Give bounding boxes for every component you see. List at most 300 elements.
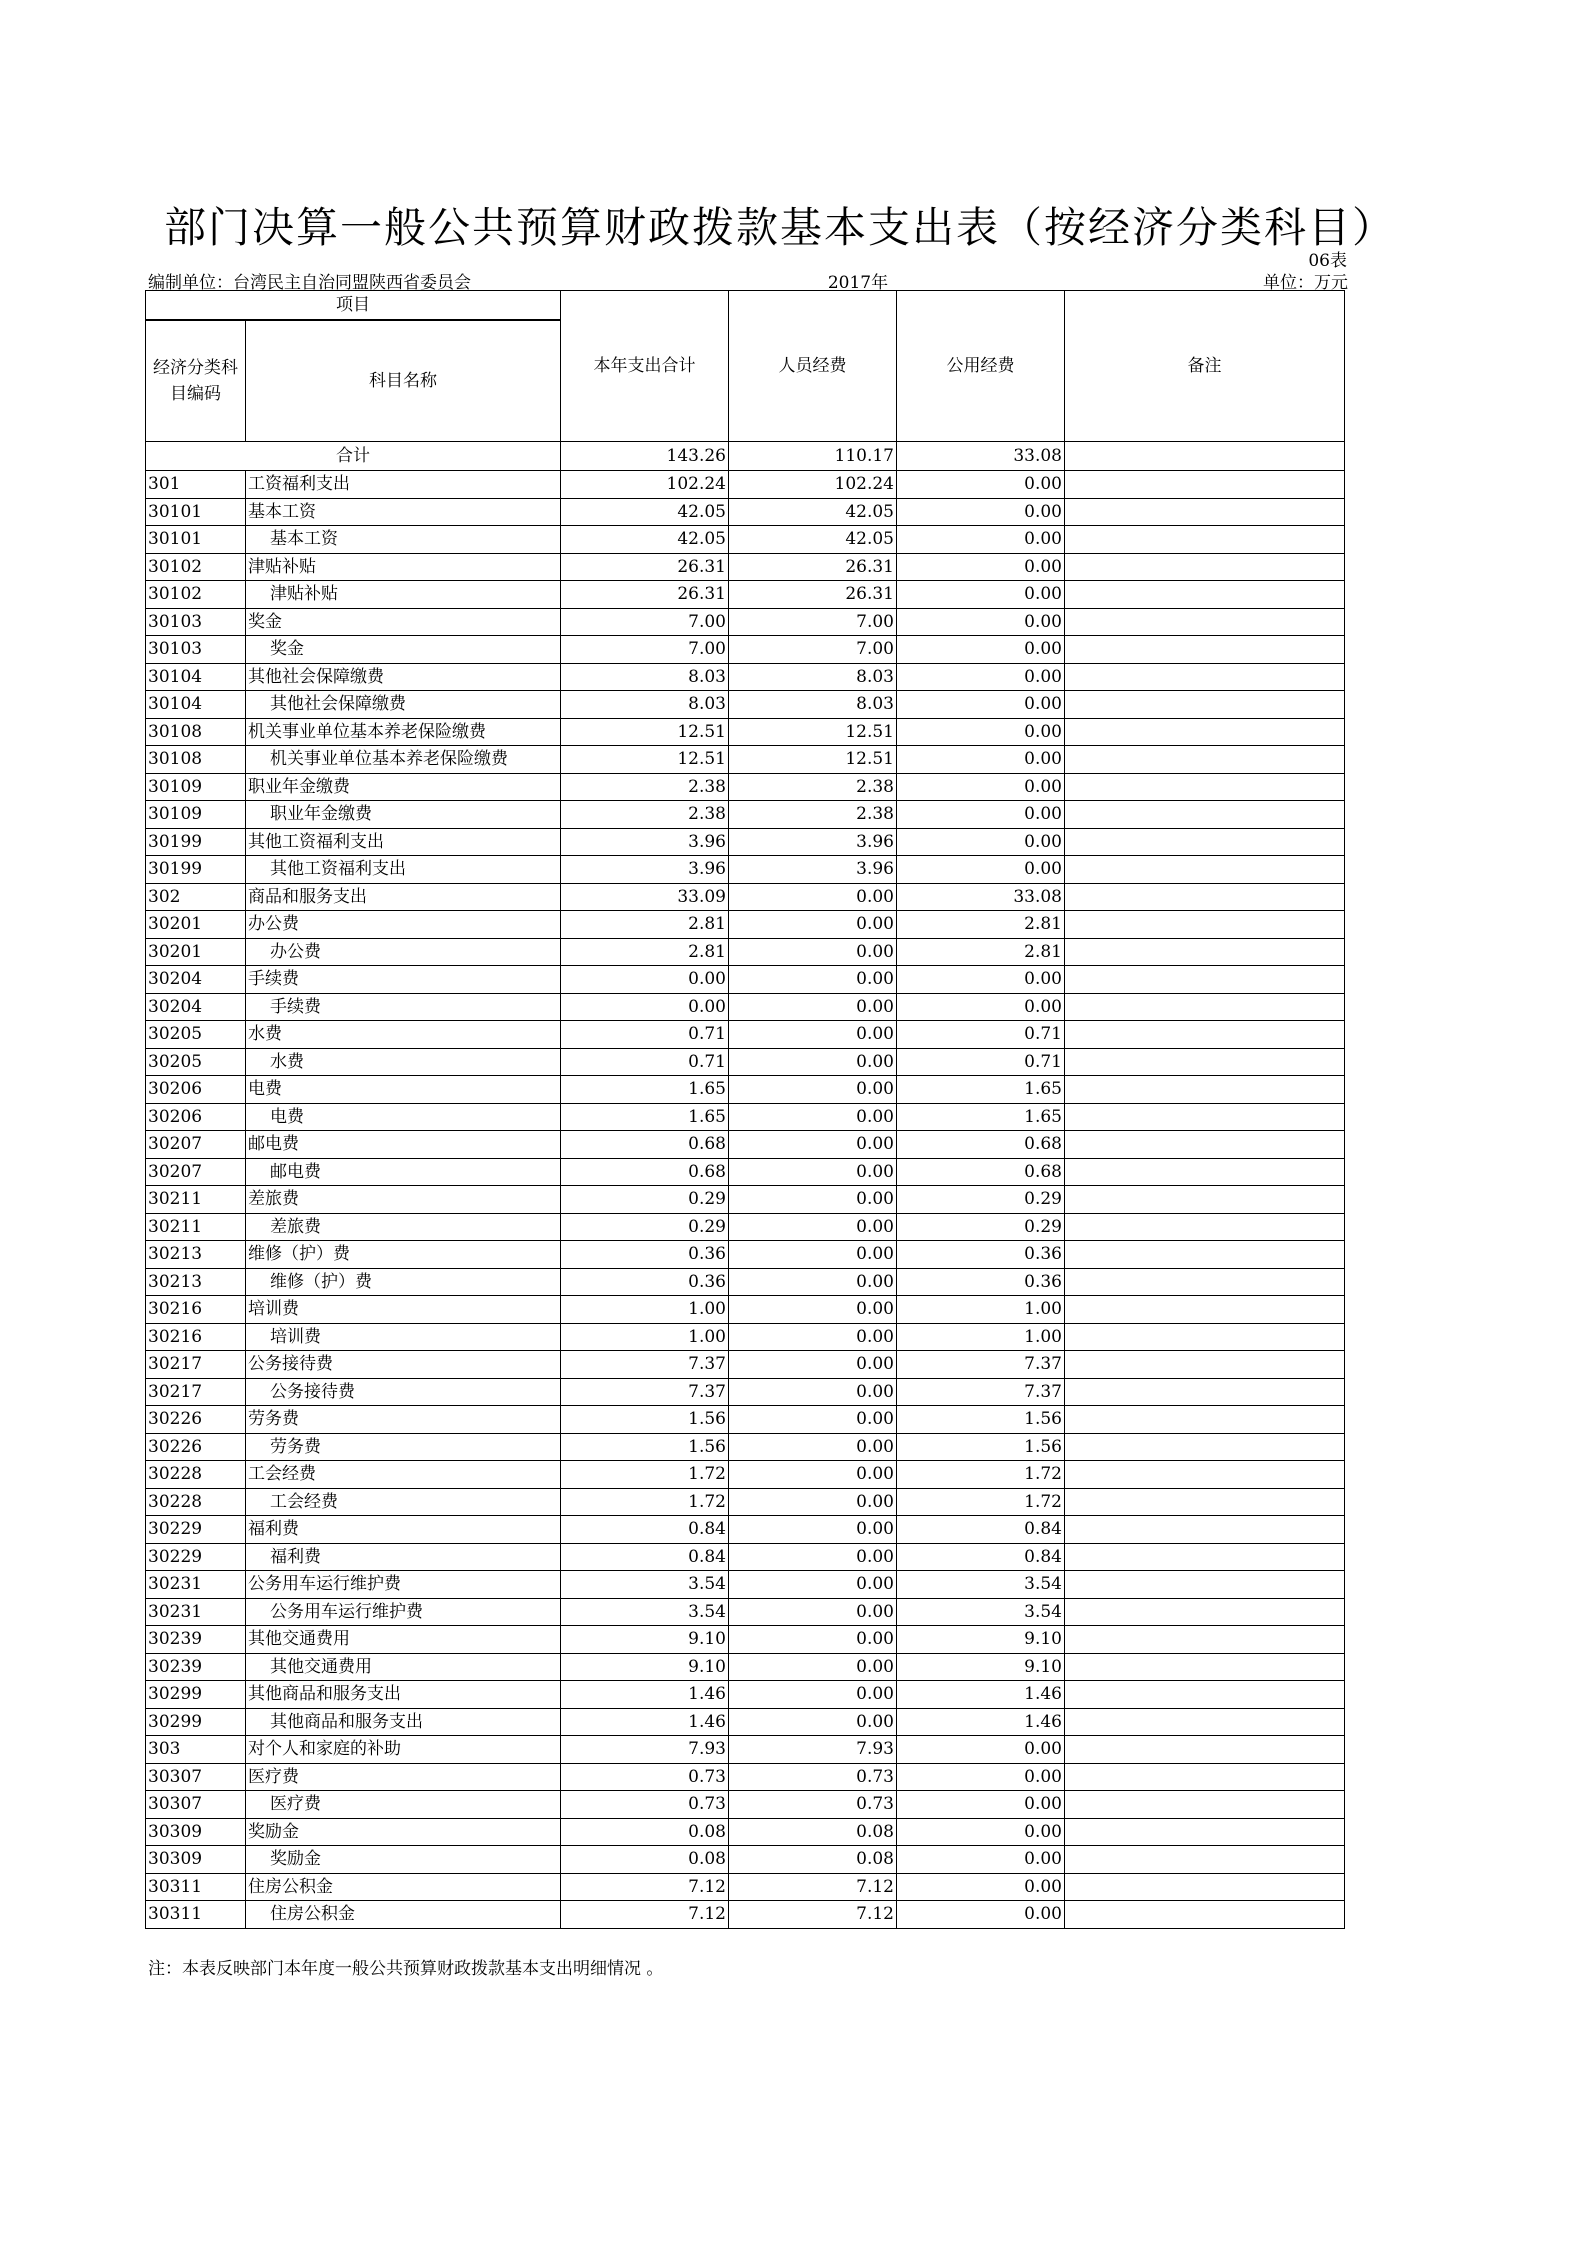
row-remark — [1065, 1296, 1345, 1324]
row-remark — [1065, 718, 1345, 746]
row-public: 0.36 — [897, 1241, 1065, 1269]
row-personnel: 2.38 — [729, 801, 897, 829]
table-number: 06表 — [1308, 251, 1347, 271]
table-row — [146, 1351, 1345, 1379]
row-code: 301 — [146, 471, 246, 499]
row-code: 30108 — [146, 718, 246, 746]
row-remark — [1065, 1378, 1345, 1406]
table-row — [146, 1131, 1345, 1159]
row-total: 0.00 — [561, 993, 729, 1021]
row-remark — [1065, 1598, 1345, 1626]
table-row — [146, 1571, 1345, 1599]
row-name: 其他工资福利支出 — [246, 828, 561, 856]
row-total: 9.10 — [561, 1653, 729, 1681]
row-public: 1.65 — [897, 1076, 1065, 1104]
row-personnel: 0.00 — [729, 1241, 897, 1269]
row-name: 津贴补贴 — [246, 553, 561, 581]
row-public: 0.00 — [897, 1873, 1065, 1901]
row-public: 0.00 — [897, 526, 1065, 554]
table-row — [146, 636, 1345, 664]
table-row — [146, 938, 1345, 966]
row-personnel: 42.05 — [729, 498, 897, 526]
row-code: 30239 — [146, 1626, 246, 1654]
row-code: 30228 — [146, 1461, 246, 1489]
row-personnel: 0.00 — [729, 1351, 897, 1379]
table-row — [146, 1021, 1345, 1049]
row-name: 维修（护）费 — [246, 1268, 561, 1296]
row-public: 0.71 — [897, 1021, 1065, 1049]
row-remark — [1065, 1516, 1345, 1544]
row-public: 0.00 — [897, 773, 1065, 801]
row-public: 1.65 — [897, 1103, 1065, 1131]
row-remark — [1065, 1653, 1345, 1681]
row-total: 8.03 — [561, 663, 729, 691]
row-code: 30311 — [146, 1901, 246, 1929]
row-remark — [1065, 1406, 1345, 1434]
row-total: 8.03 — [561, 691, 729, 719]
row-public: 0.68 — [897, 1158, 1065, 1186]
row-total: 1.00 — [561, 1296, 729, 1324]
row-personnel: 0.00 — [729, 993, 897, 1021]
row-code: 30213 — [146, 1268, 246, 1296]
row-remark — [1065, 856, 1345, 884]
row-name: 差旅费 — [246, 1186, 561, 1214]
row-name: 医疗费 — [246, 1763, 561, 1791]
row-public: 7.37 — [897, 1351, 1065, 1379]
row-remark — [1065, 1626, 1345, 1654]
table-row — [146, 1461, 1345, 1489]
row-remark — [1065, 1186, 1345, 1214]
table-row — [146, 1323, 1345, 1351]
row-personnel: 3.96 — [729, 828, 897, 856]
table-row — [146, 1626, 1345, 1654]
header-name: 科目名称 — [246, 320, 561, 442]
row-code: 30205 — [146, 1048, 246, 1076]
row-code: 30311 — [146, 1873, 246, 1901]
row-remark — [1065, 581, 1345, 609]
header-code: 经济分类科目编码 — [146, 320, 246, 442]
row-personnel: 12.51 — [729, 746, 897, 774]
page-title: 部门决算一般公共预算财政拨款基本支出表（按经济分类科目） — [163, 203, 1396, 252]
row-code: 30199 — [146, 856, 246, 884]
row-remark — [1065, 636, 1345, 664]
row-total: 0.73 — [561, 1791, 729, 1819]
row-total: 7.93 — [561, 1736, 729, 1764]
row-total: 42.05 — [561, 526, 729, 554]
table-body — [146, 442, 1345, 1929]
row-name: 公务接待费 — [246, 1351, 561, 1379]
row-public: 0.00 — [897, 608, 1065, 636]
row-name: 住房公积金 — [246, 1873, 561, 1901]
row-remark — [1065, 1873, 1345, 1901]
table-row — [146, 856, 1345, 884]
row-personnel: 7.12 — [729, 1873, 897, 1901]
row-public: 0.71 — [897, 1048, 1065, 1076]
row-public: 1.72 — [897, 1461, 1065, 1489]
row-total: 0.36 — [561, 1268, 729, 1296]
row-code: 30206 — [146, 1076, 246, 1104]
row-remark — [1065, 1708, 1345, 1736]
header-project: 项目 — [146, 291, 561, 321]
footnote: 注：本表反映部门本年度一般公共预算财政拨款基本支出明细情况 。 — [148, 1959, 664, 1979]
row-name: 公务用车运行维护费 — [246, 1571, 561, 1599]
row-personnel: 0.00 — [729, 1048, 897, 1076]
row-public: 0.84 — [897, 1543, 1065, 1571]
row-code: 30226 — [146, 1433, 246, 1461]
table-row — [146, 1158, 1345, 1186]
row-name: 邮电费 — [246, 1131, 561, 1159]
table-row — [146, 1681, 1345, 1709]
row-personnel: 0.00 — [729, 1268, 897, 1296]
row-personnel: 26.31 — [729, 581, 897, 609]
row-name: 商品和服务支出 — [246, 883, 561, 911]
total-sum: 143.26 — [561, 442, 729, 471]
row-code: 30231 — [146, 1571, 246, 1599]
row-personnel: 7.00 — [729, 608, 897, 636]
row-name: 住房公积金 — [246, 1901, 561, 1929]
row-total: 12.51 — [561, 746, 729, 774]
row-name: 邮电费 — [246, 1158, 561, 1186]
row-name: 其他社会保障缴费 — [246, 691, 561, 719]
row-personnel: 8.03 — [729, 663, 897, 691]
row-total: 7.12 — [561, 1873, 729, 1901]
row-name: 基本工资 — [246, 526, 561, 554]
row-personnel: 2.38 — [729, 773, 897, 801]
row-public: 7.37 — [897, 1378, 1065, 1406]
row-personnel: 102.24 — [729, 471, 897, 499]
row-code: 30102 — [146, 553, 246, 581]
row-code: 30307 — [146, 1763, 246, 1791]
row-code: 30109 — [146, 773, 246, 801]
row-personnel: 0.00 — [729, 1488, 897, 1516]
total-label: 合计 — [146, 442, 561, 471]
row-remark — [1065, 1048, 1345, 1076]
row-code: 30299 — [146, 1708, 246, 1736]
row-code: 30228 — [146, 1488, 246, 1516]
table-row — [146, 1736, 1345, 1764]
row-personnel: 0.00 — [729, 1213, 897, 1241]
row-public: 0.00 — [897, 856, 1065, 884]
table-row — [146, 1488, 1345, 1516]
row-remark — [1065, 1901, 1345, 1929]
row-total: 2.81 — [561, 938, 729, 966]
row-public: 0.00 — [897, 553, 1065, 581]
row-total: 0.71 — [561, 1021, 729, 1049]
row-total: 2.38 — [561, 773, 729, 801]
row-personnel: 26.31 — [729, 553, 897, 581]
row-remark — [1065, 1488, 1345, 1516]
row-personnel: 0.00 — [729, 1103, 897, 1131]
row-total: 3.96 — [561, 828, 729, 856]
row-name: 公务用车运行维护费 — [246, 1598, 561, 1626]
table-row — [146, 1186, 1345, 1214]
table-row — [146, 773, 1345, 801]
row-total: 0.29 — [561, 1186, 729, 1214]
row-total: 0.08 — [561, 1846, 729, 1874]
row-public: 9.10 — [897, 1626, 1065, 1654]
row-public: 0.00 — [897, 993, 1065, 1021]
row-total: 7.37 — [561, 1351, 729, 1379]
row-remark — [1065, 1681, 1345, 1709]
row-public: 0.00 — [897, 801, 1065, 829]
row-personnel: 0.73 — [729, 1763, 897, 1791]
header-total: 本年支出合计 — [561, 291, 729, 442]
row-name: 培训费 — [246, 1323, 561, 1351]
table-row — [146, 1598, 1345, 1626]
total-remark — [1065, 442, 1345, 471]
report-meta — [148, 268, 1348, 293]
row-personnel: 0.00 — [729, 883, 897, 911]
row-name: 奖励金 — [246, 1846, 561, 1874]
row-public: 1.00 — [897, 1296, 1065, 1324]
row-code: 30104 — [146, 691, 246, 719]
row-total: 0.29 — [561, 1213, 729, 1241]
row-personnel: 0.00 — [729, 1021, 897, 1049]
table-row — [146, 801, 1345, 829]
row-code: 30101 — [146, 526, 246, 554]
row-personnel: 0.73 — [729, 1791, 897, 1819]
row-total: 2.38 — [561, 801, 729, 829]
table-row — [146, 581, 1345, 609]
row-code: 30207 — [146, 1158, 246, 1186]
row-remark — [1065, 1763, 1345, 1791]
row-remark — [1065, 1461, 1345, 1489]
row-code: 30211 — [146, 1213, 246, 1241]
row-name: 其他商品和服务支出 — [246, 1708, 561, 1736]
table-row — [146, 1846, 1345, 1874]
row-remark — [1065, 1213, 1345, 1241]
row-remark — [1065, 1076, 1345, 1104]
row-total: 1.56 — [561, 1433, 729, 1461]
total-personnel: 110.17 — [729, 442, 897, 471]
row-personnel: 0.00 — [729, 1186, 897, 1214]
row-total: 0.08 — [561, 1818, 729, 1846]
table-row — [146, 1048, 1345, 1076]
row-code: 302 — [146, 883, 246, 911]
row-name: 机关事业单位基本养老保险缴费 — [246, 746, 561, 774]
row-remark — [1065, 993, 1345, 1021]
row-personnel: 0.00 — [729, 1461, 897, 1489]
row-code: 30226 — [146, 1406, 246, 1434]
row-public: 1.72 — [897, 1488, 1065, 1516]
row-remark — [1065, 1791, 1345, 1819]
row-personnel: 0.00 — [729, 1598, 897, 1626]
row-total: 42.05 — [561, 498, 729, 526]
total-public: 33.08 — [897, 442, 1065, 471]
row-public: 0.00 — [897, 1818, 1065, 1846]
row-remark — [1065, 911, 1345, 939]
row-code: 30201 — [146, 938, 246, 966]
row-public: 0.00 — [897, 828, 1065, 856]
table-row — [146, 691, 1345, 719]
row-remark — [1065, 828, 1345, 856]
table-row — [146, 1296, 1345, 1324]
row-remark — [1065, 1241, 1345, 1269]
row-code: 30211 — [146, 1186, 246, 1214]
row-code: 30103 — [146, 636, 246, 664]
compiling-unit: 编制单位：台湾民主自治同盟陕西省委员会 — [148, 273, 471, 293]
row-personnel: 7.00 — [729, 636, 897, 664]
table-row — [146, 471, 1345, 499]
header-remark: 备注 — [1065, 291, 1345, 442]
row-public: 1.56 — [897, 1433, 1065, 1461]
row-public: 0.00 — [897, 746, 1065, 774]
row-total: 1.72 — [561, 1488, 729, 1516]
row-public: 9.10 — [897, 1653, 1065, 1681]
row-public: 0.00 — [897, 471, 1065, 499]
table-row — [146, 498, 1345, 526]
row-personnel: 0.00 — [729, 1158, 897, 1186]
row-code: 30103 — [146, 608, 246, 636]
row-remark — [1065, 1571, 1345, 1599]
row-name: 公务接待费 — [246, 1378, 561, 1406]
row-public: 0.00 — [897, 718, 1065, 746]
table-row — [146, 718, 1345, 746]
row-name: 机关事业单位基本养老保险缴费 — [246, 718, 561, 746]
row-remark — [1065, 883, 1345, 911]
row-public: 33.08 — [897, 883, 1065, 911]
row-public: 0.00 — [897, 498, 1065, 526]
row-code: 30231 — [146, 1598, 246, 1626]
row-public: 0.00 — [897, 966, 1065, 994]
row-public: 1.46 — [897, 1708, 1065, 1736]
row-code: 30101 — [146, 498, 246, 526]
row-total: 12.51 — [561, 718, 729, 746]
row-remark — [1065, 1323, 1345, 1351]
row-name: 工会经费 — [246, 1488, 561, 1516]
row-code: 30307 — [146, 1791, 246, 1819]
row-personnel: 0.00 — [729, 1708, 897, 1736]
row-public: 1.00 — [897, 1323, 1065, 1351]
table-row — [146, 746, 1345, 774]
row-remark — [1065, 938, 1345, 966]
row-total: 26.31 — [561, 581, 729, 609]
row-name: 其他商品和服务支出 — [246, 1681, 561, 1709]
row-name: 电费 — [246, 1103, 561, 1131]
row-remark — [1065, 553, 1345, 581]
table-row — [146, 1708, 1345, 1736]
row-name: 劳务费 — [246, 1406, 561, 1434]
row-public: 1.56 — [897, 1406, 1065, 1434]
row-total: 26.31 — [561, 553, 729, 581]
row-personnel: 0.08 — [729, 1846, 897, 1874]
row-code: 30204 — [146, 993, 246, 1021]
row-public: 0.84 — [897, 1516, 1065, 1544]
row-personnel: 7.93 — [729, 1736, 897, 1764]
row-remark — [1065, 773, 1345, 801]
row-code: 30109 — [146, 801, 246, 829]
header-personnel: 人员经费 — [729, 291, 897, 442]
row-total: 0.68 — [561, 1158, 729, 1186]
row-remark — [1065, 1268, 1345, 1296]
row-public: 0.00 — [897, 1736, 1065, 1764]
table-row — [146, 1241, 1345, 1269]
row-personnel: 7.12 — [729, 1901, 897, 1929]
row-personnel: 0.00 — [729, 1653, 897, 1681]
row-personnel: 0.00 — [729, 938, 897, 966]
table-row — [146, 1653, 1345, 1681]
row-personnel: 0.00 — [729, 1406, 897, 1434]
row-total: 0.73 — [561, 1763, 729, 1791]
row-public: 0.00 — [897, 1846, 1065, 1874]
row-total: 0.00 — [561, 966, 729, 994]
row-name: 其他工资福利支出 — [246, 856, 561, 884]
row-total: 1.46 — [561, 1681, 729, 1709]
table-row — [146, 1213, 1345, 1241]
row-remark — [1065, 1158, 1345, 1186]
row-code: 30199 — [146, 828, 246, 856]
row-total: 0.71 — [561, 1048, 729, 1076]
row-remark — [1065, 526, 1345, 554]
row-name: 水费 — [246, 1021, 561, 1049]
row-total: 1.65 — [561, 1076, 729, 1104]
row-personnel: 42.05 — [729, 526, 897, 554]
row-total: 3.96 — [561, 856, 729, 884]
row-name: 水费 — [246, 1048, 561, 1076]
row-personnel: 12.51 — [729, 718, 897, 746]
row-total: 3.54 — [561, 1571, 729, 1599]
row-code: 30201 — [146, 911, 246, 939]
row-public: 2.81 — [897, 938, 1065, 966]
row-total: 0.84 — [561, 1516, 729, 1544]
table-row — [146, 1543, 1345, 1571]
row-personnel: 0.00 — [729, 1571, 897, 1599]
row-name: 医疗费 — [246, 1791, 561, 1819]
row-total: 0.36 — [561, 1241, 729, 1269]
row-public: 0.68 — [897, 1131, 1065, 1159]
row-code: 30205 — [146, 1021, 246, 1049]
table-row — [146, 828, 1345, 856]
row-total: 0.84 — [561, 1543, 729, 1571]
row-personnel: 0.00 — [729, 966, 897, 994]
row-total: 9.10 — [561, 1626, 729, 1654]
row-personnel: 8.03 — [729, 691, 897, 719]
row-code: 30217 — [146, 1378, 246, 1406]
table-row — [146, 911, 1345, 939]
table-row — [146, 1406, 1345, 1434]
row-remark — [1065, 1433, 1345, 1461]
row-public: 1.46 — [897, 1681, 1065, 1709]
row-total: 1.72 — [561, 1461, 729, 1489]
row-code: 303 — [146, 1736, 246, 1764]
row-public: 3.54 — [897, 1571, 1065, 1599]
row-public: 0.29 — [897, 1213, 1065, 1241]
row-personnel: 0.00 — [729, 1543, 897, 1571]
table-row — [146, 663, 1345, 691]
row-public: 0.00 — [897, 691, 1065, 719]
row-remark — [1065, 1351, 1345, 1379]
row-name: 职业年金缴费 — [246, 801, 561, 829]
row-total: 0.68 — [561, 1131, 729, 1159]
row-remark — [1065, 1103, 1345, 1131]
row-remark — [1065, 1543, 1345, 1571]
row-remark — [1065, 1021, 1345, 1049]
row-remark — [1065, 498, 1345, 526]
row-personnel: 0.00 — [729, 1296, 897, 1324]
row-total: 2.81 — [561, 911, 729, 939]
row-code: 30309 — [146, 1818, 246, 1846]
row-name: 手续费 — [246, 966, 561, 994]
row-name: 其他交通费用 — [246, 1653, 561, 1681]
row-personnel: 0.00 — [729, 1323, 897, 1351]
total-row — [146, 442, 1345, 471]
row-public: 3.54 — [897, 1598, 1065, 1626]
table-row — [146, 1516, 1345, 1544]
row-total: 1.46 — [561, 1708, 729, 1736]
table-row — [146, 966, 1345, 994]
report-year: 2017年 — [827, 273, 889, 293]
table-row — [146, 1791, 1345, 1819]
